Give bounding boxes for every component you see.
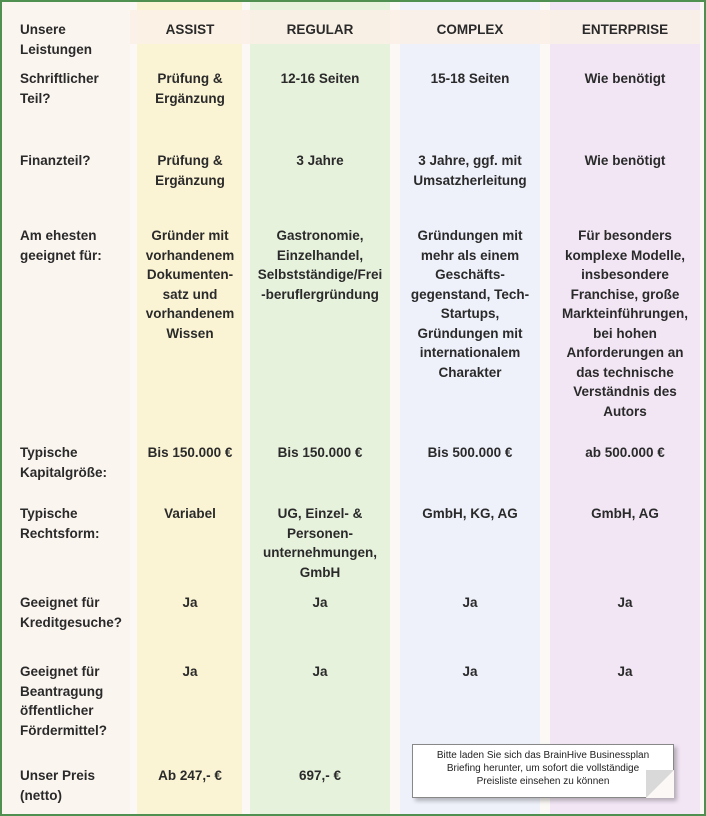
cell-assist: Ja <box>182 664 198 679</box>
cell-enterprise: ab 500.000 € <box>585 445 665 460</box>
cell-complex: Ja <box>462 595 478 610</box>
row-label: Geeignet für Kreditgesuche? <box>20 595 123 630</box>
row-label: Unser Preis (netto) <box>20 768 96 803</box>
cell-enterprise: Ja <box>617 664 633 679</box>
cell-assist: Gründer mit vorhandenem Dokumenten- satz und vorhandenem Wissen <box>145 228 235 341</box>
cell-enterprise: Für besonders komplexe Modelle, insbesondere Franchise, große Markteinführungen, bei hohen Anforderungen an das technische Verständnis des Autors <box>561 228 688 419</box>
cell-complex: GmbH, KG, AG <box>422 506 518 521</box>
cell-enterprise: GmbH, AG <box>591 506 659 521</box>
cell-enterprise: Ja <box>617 595 633 610</box>
cell-regular: 3 Jahre <box>296 153 344 168</box>
cell-assist: Ja <box>182 595 198 610</box>
price-note-text: Bitte laden Sie sich das BrainHive Businessplan Briefing herunter, um sofort die vollständige Preisliste einsehen zu können <box>436 750 650 787</box>
cell-regular: UG, Einzel- & Personen- unternehmungen, GmbH <box>263 506 377 580</box>
header-assist: ASSIST <box>165 22 215 37</box>
cell-complex: Bis 500.000 € <box>427 445 513 460</box>
cell-regular: Bis 150.000 € <box>277 445 363 460</box>
note-fold <box>646 770 674 798</box>
row-label: Finanzteil? <box>20 153 91 168</box>
cell-regular: 697,- € <box>298 768 342 783</box>
cell-assist: Bis 150.000 € <box>147 445 233 460</box>
header-enterprise: ENTERPRISE <box>581 22 669 37</box>
row-label: Am ehesten geeignet für: <box>20 228 102 263</box>
cell-enterprise: Wie benötigt <box>584 71 666 86</box>
complex-column <box>400 2 540 814</box>
row-label: Typische Kapitalgröße: <box>20 445 108 480</box>
row-label: Typische Rechtsform: <box>20 506 100 541</box>
cell-regular: Gastronomie, Einzelhandel, Selbstständige/Frei -beruflergründung <box>257 228 383 302</box>
cell-regular: Ja <box>312 664 328 679</box>
cell-regular: 12-16 Seiten <box>280 71 360 86</box>
cell-assist: Ab 247,- € <box>158 768 222 783</box>
cell-complex: 3 Jahre, ggf. mit Umsatzherleitung <box>413 153 527 188</box>
row-label: Geeignet für Beantragung öffentlicher Fördermittel? <box>20 664 108 738</box>
cell-regular: Ja <box>312 595 328 610</box>
cell-assist: Variabel <box>164 506 216 521</box>
cell-complex: Ja <box>462 664 478 679</box>
regular-column <box>250 2 390 814</box>
cell-complex: Gründungen mit mehr als einem Geschäfts- gegenstand, Tech- Startups, Gründungen mit internationalem Charakter <box>410 228 530 380</box>
header-complex: COMPLEX <box>436 22 504 37</box>
assist-column <box>137 2 242 814</box>
cell-assist: Prüfung & Ergänzung <box>155 153 225 188</box>
cell-complex: 15-18 Seiten <box>430 71 510 86</box>
row-label: Schriftlicher Teil? <box>20 71 99 106</box>
cell-enterprise: Wie benötigt <box>584 153 666 168</box>
header-regular: REGULAR <box>286 22 354 37</box>
cell-assist: Prüfung & Ergänzung <box>155 71 225 106</box>
header-label: Unsere Leistungen <box>20 22 93 57</box>
price-note <box>412 744 674 798</box>
